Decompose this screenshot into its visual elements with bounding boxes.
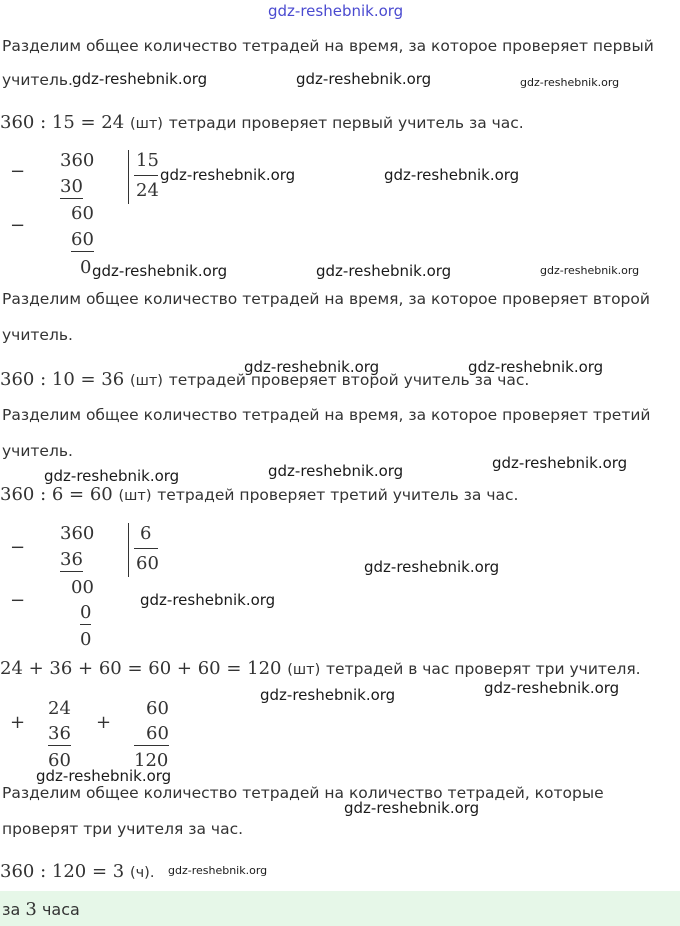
watermark: gdz-reshebnik.org — [364, 558, 500, 576]
addend-1: 24 — [48, 698, 71, 719]
remainder-1: 60 — [71, 203, 94, 224]
equation-1-text: тетради проверяет первый учитель за час. — [168, 114, 524, 132]
equation-2-text: тетрадей проверяет второй учитель за час. — [168, 371, 530, 389]
answer-value: 3 — [25, 899, 37, 920]
paragraph-1-line-1: Разделим общее количество тетрадей на время, за которое проверяет первый — [2, 37, 654, 55]
equation-1-unit: (шт) — [129, 116, 163, 132]
watermark: gdz-reshebnik.org — [168, 864, 268, 877]
watermark: gdz-reshebnik.org — [384, 166, 520, 184]
watermark: gdz-reshebnik.org — [244, 358, 380, 376]
addend-1: 60 — [146, 698, 169, 719]
watermark: gdz-reshebnik.org — [468, 358, 604, 376]
equation-3 — [0, 484, 518, 505]
equation-4 — [0, 658, 641, 679]
watermark: gdz-reshebnik.org — [92, 262, 228, 280]
paragraph-3-line-2: учитель. — [2, 442, 73, 460]
division-bar — [128, 150, 129, 204]
watermark: gdz-reshebnik.org — [540, 264, 640, 277]
watermark: gdz-reshebnik.org — [140, 591, 276, 609]
minus-sign: − — [10, 537, 26, 558]
watermark: gdz-reshebnik.org — [344, 799, 480, 817]
watermark: gdz-reshebnik.org — [484, 679, 620, 697]
equation-4-text: тетрадей в час проверят три учителя. — [326, 660, 641, 678]
sum: 120 — [134, 750, 169, 771]
watermark: gdz-reshebnik.org — [520, 76, 620, 89]
watermark: gdz-reshebnik.org — [268, 462, 404, 480]
equation-4-math: 24 + 36 + 60 = 60 + 60 = 120 — [0, 658, 282, 679]
subtrahend-1: 36 — [60, 549, 83, 570]
quotient: 24 — [136, 180, 159, 201]
equation-3-math: 360 : 6 = 60 — [0, 484, 113, 505]
remainder-1: 00 — [71, 577, 94, 598]
paragraph-3-line-1: Разделим общее количество тетрадей на время, за которое проверяет третий — [2, 406, 651, 424]
division-bar — [128, 523, 129, 577]
equation-5-math: 360 : 120 = 3 — [0, 861, 125, 882]
minus-sign: − — [10, 215, 26, 236]
subtrahend-2: 60 — [71, 229, 94, 250]
equation-2-math: 360 : 10 = 36 — [0, 369, 125, 390]
paragraph-4-line-1: Разделим общее количество тетрадей на количество тетрадей, которые — [2, 784, 604, 802]
remainder-2: 0 — [80, 257, 92, 278]
watermark: gdz-reshebnik.org — [36, 767, 172, 785]
plus-sign: + — [96, 712, 112, 733]
dividend: 360 — [60, 523, 95, 544]
minus-sign: − — [10, 161, 26, 182]
watermark: gdz-reshebnik.org — [72, 70, 208, 88]
equation-1 — [0, 112, 524, 133]
addend-2: 36 — [48, 723, 71, 744]
equation-4-unit: (шт) — [287, 662, 321, 678]
watermark: gdz-reshebnik.org — [316, 262, 452, 280]
remainder-2: 0 — [80, 629, 92, 650]
watermark: gdz-reshebnik.org — [44, 467, 180, 485]
divisor-line — [134, 548, 158, 549]
answer-suffix: часа — [41, 900, 80, 919]
quotient: 60 — [136, 553, 159, 574]
answer-prefix: за — [2, 900, 21, 919]
answer-text — [2, 899, 80, 920]
equation-1-math: 360 : 15 = 24 — [0, 112, 125, 133]
equation-3-text: тетрадей проверяет третий учитель за час. — [157, 486, 519, 504]
subtrahend-2: 0 — [80, 602, 92, 623]
watermark: gdz-reshebnik.org — [492, 454, 628, 472]
paragraph-2-line-2: учитель. — [2, 326, 73, 344]
divisor: 15 — [136, 150, 159, 171]
paragraph-2-line-1: Разделим общее количество тетрадей на время, за которое проверяет второй — [2, 290, 650, 308]
divisor-line — [134, 175, 158, 176]
watermark-top: gdz-reshebnik.org — [268, 2, 404, 20]
equation-3-unit: (шт) — [118, 488, 152, 504]
equation-5 — [0, 861, 154, 882]
paragraph-4-line-2: проверят три учителя за час. — [2, 820, 244, 838]
answer-box — [0, 891, 680, 926]
subtrahend-1: 30 — [60, 176, 83, 197]
paragraph-1-line-2: учитель. — [2, 71, 73, 89]
divisor: 6 — [140, 523, 152, 544]
sum: 60 — [48, 750, 71, 771]
watermark: gdz-reshebnik.org — [296, 70, 432, 88]
dividend: 360 — [60, 150, 95, 171]
addend-2: 60 — [134, 724, 169, 746]
plus-sign: + — [10, 712, 26, 733]
equation-2-unit: (шт) — [129, 373, 163, 389]
equation-5-unit: (ч). — [129, 865, 155, 881]
watermark: gdz-reshebnik.org — [160, 166, 296, 184]
minus-sign: − — [10, 590, 26, 611]
watermark: gdz-reshebnik.org — [260, 686, 396, 704]
